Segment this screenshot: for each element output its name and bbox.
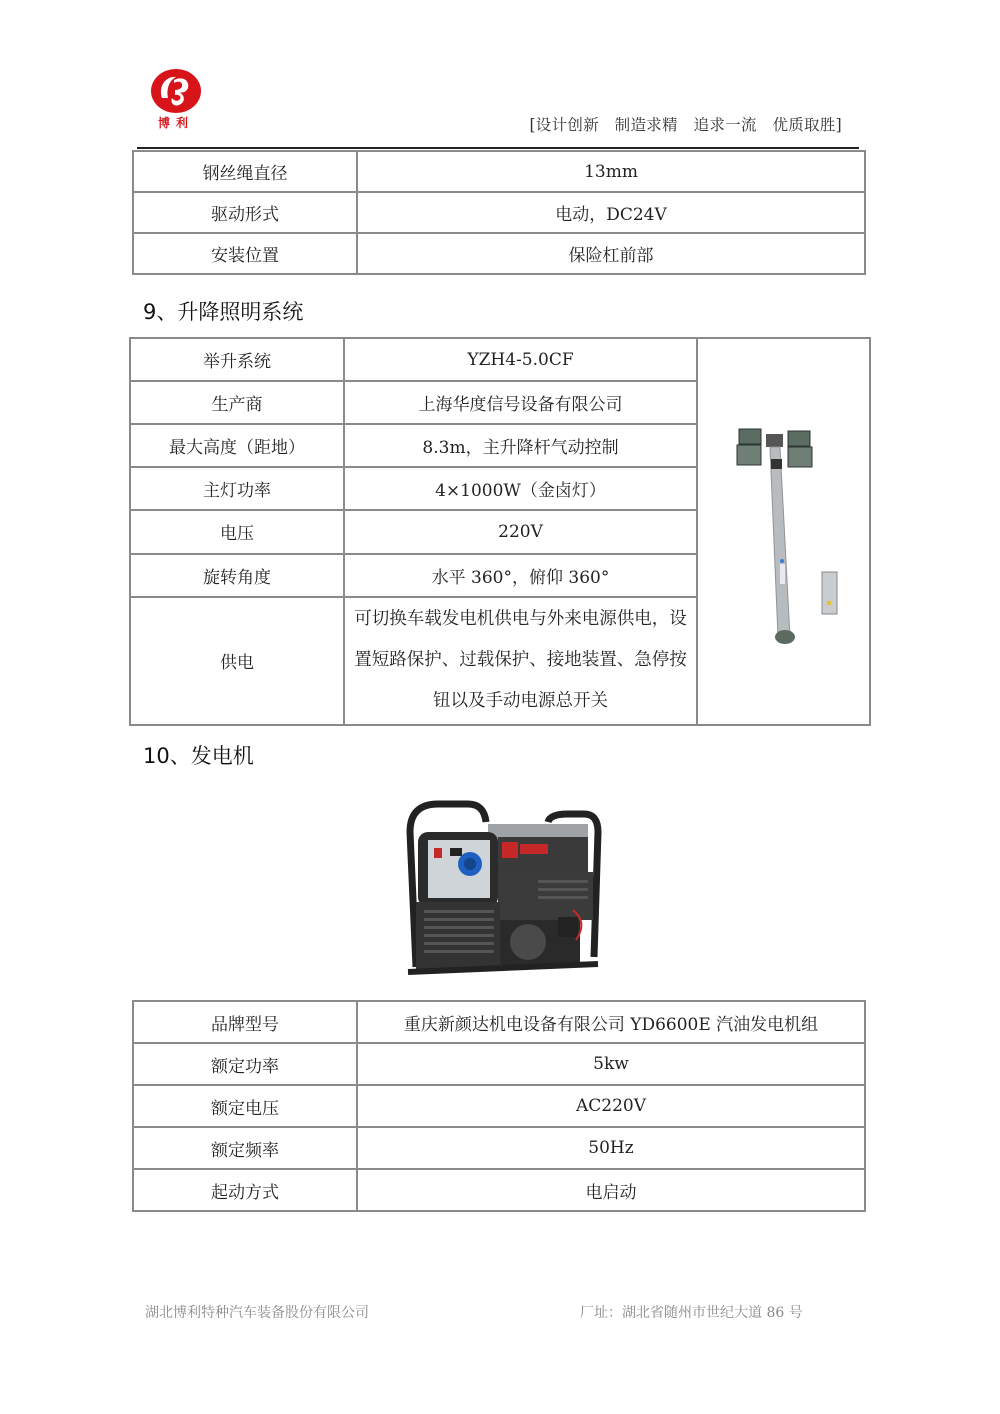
row-value: 50Hz (357, 1127, 865, 1169)
row-value: AC220V (357, 1085, 865, 1127)
row-label: 供电 (130, 597, 344, 725)
row-label: 电压 (130, 510, 344, 553)
table-row (133, 1043, 865, 1085)
header-slogan: [设计创新 制造求精 追求一流 优质取胜] (529, 116, 842, 134)
table-row (130, 338, 870, 381)
row-value: 220V (344, 510, 697, 553)
row-label: 额定电压 (133, 1085, 357, 1127)
row-label: 品牌型号 (133, 1001, 357, 1043)
row-value: 8.3m，主升降杆气动控制 (344, 424, 697, 467)
row-label: 主灯功率 (130, 467, 344, 510)
table-row (133, 233, 865, 274)
row-label: 最大高度（距地） (130, 424, 344, 467)
row-value: 电动，DC24V (357, 192, 865, 233)
row-label: 起动方式 (133, 1169, 357, 1211)
row-value: 重庆新颜达机电设备有限公司 YD6600E 汽油发电机组 (357, 1001, 865, 1043)
light-tower-image-cell (697, 338, 870, 725)
row-label: 举升系统 (130, 338, 344, 381)
generator-spec-table (132, 1000, 866, 1212)
row-label: 生产商 (130, 381, 344, 424)
row-value: 上海华度信号设备有限公司 (344, 381, 697, 424)
header-divider (137, 147, 859, 149)
row-label: 钢丝绳直径 (133, 151, 357, 192)
generator-photo-icon (398, 792, 604, 980)
light-tower-image (699, 339, 869, 719)
row-label: 驱动形式 (133, 192, 357, 233)
table-row (133, 151, 865, 192)
lighting-spec-table (129, 337, 871, 726)
row-label: 额定频率 (133, 1127, 357, 1169)
table-row (133, 1001, 865, 1043)
winch-spec-table (132, 150, 866, 275)
row-label: 额定功率 (133, 1043, 357, 1085)
logo-text: 博利 (157, 116, 194, 130)
row-value: YZH4-5.0CF (344, 338, 697, 381)
row-value: 保险杠前部 (357, 233, 865, 274)
section-title-generator: 10、发电机 (143, 744, 254, 768)
row-label: 旋转角度 (130, 554, 344, 597)
footer-address: 厂址：湖北省随州市世纪大道 86 号 (580, 1305, 803, 1321)
footer-company: 湖北博利特种汽车装备股份有限公司 (145, 1305, 369, 1321)
row-value: 可切换车载发电机供电与外来电源供电，设置短路保护、过载保护、接地装置、急停按钮以及手动电源总开关 (344, 597, 697, 725)
row-label: 安装位置 (133, 233, 357, 274)
row-value: 电启动 (357, 1169, 865, 1211)
logo-mark-icon (148, 68, 204, 114)
row-value: 4×1000W（金卤灯） (344, 467, 697, 510)
table-row (133, 1085, 865, 1127)
generator-image (398, 792, 604, 980)
table-row (133, 1169, 865, 1211)
company-logo (148, 68, 204, 134)
row-value: 水平 360°，俯仰 360° (344, 554, 697, 597)
row-value: 5kw (357, 1043, 865, 1085)
table-row (133, 192, 865, 233)
table-row (133, 1127, 865, 1169)
section-title-lighting: 9、升降照明系统 (143, 300, 304, 324)
row-value: 13mm (357, 151, 865, 192)
